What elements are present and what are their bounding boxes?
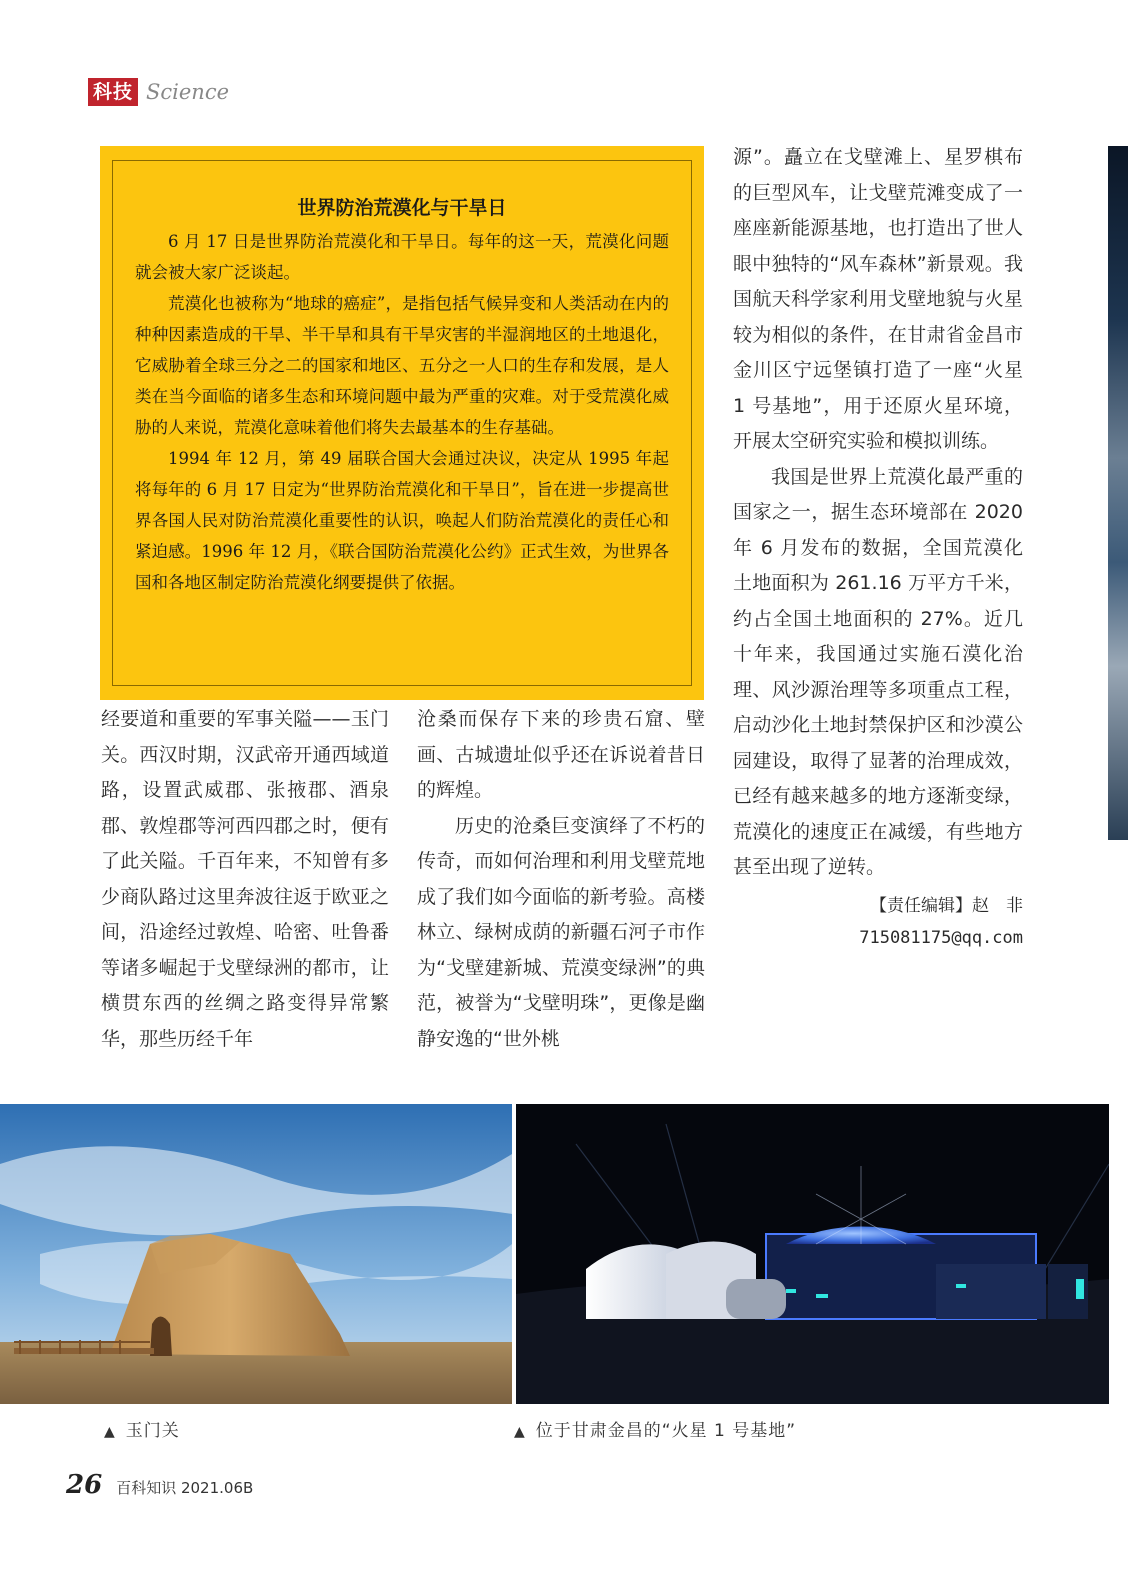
- publication-info: 百科知识 2021.06B: [116, 1479, 254, 1497]
- section-english: Science: [146, 80, 230, 104]
- column3-paragraph-2: 我国是世界上荒漠化最严重的国家之一，据生态环境部在 2020 年 6 月发布的数据，全国荒漠化土地面积为 261.16 万平方千米，约占全国土地面积的 27%。近几十年来，我国通过实施石漠化治理、风沙源治理等多项重点工程，启动沙化土地封禁保护区和沙漠公园建设，取得了显著的治理成效，已经有越来越多的地方逐渐变绿，荒漠化的速度正在减缓，有些地方甚至出现了逆转。: [733, 465, 1023, 878]
- editor-credit: 【责任编辑】赵 非: [870, 895, 1023, 916]
- sidebar-title: 世界防治荒漠化与干旱日: [297, 197, 507, 219]
- column2-paragraph-2: 历史的沧桑巨变演绎了不朽的传奇，而如何治理和利用戈壁荒地成了我们如今面临的新考验。高楼林立、绿树成荫的新疆石河子市作为“戈壁建新城、荒漠变绿洲”的典范，被誉为“戈壁明珠”，更像是幽静安逸的“世外桃: [417, 814, 705, 1050]
- sidebar-box: [100, 146, 704, 700]
- sidebar-paragraph-2: 荒漠化也被称为“地球的癌症”，是指包括气候异变和人类活动在内的种种因素造成的干旱、半干旱和具有干旱灾害的半湿润地区的土地退化，它威胁着全球三分之二的国家和地区、五分之一人口的生存和发展，是人类在当今面临的诸多生态和环境问题中最为严重的灾难。对于受荒漠化威胁的人来说，荒漠化意味着他们将失去最基本的生存基础。: [135, 294, 669, 437]
- article-column-2: [417, 702, 705, 1057]
- page-footer: [66, 1470, 253, 1500]
- caption-right: [514, 1416, 796, 1441]
- sidebar-paragraph-3: 1994 年 12 月，第 49 届联合国大会通过决议，决定从 1995 年起将每年的 6 月 17 日定为“世界防治荒漠化和干旱日”，旨在进一步提高世界各国人民对防治荒漠化重要性的认识，唤起人们防治荒漠化的责任心和紧迫感。1996 年 12 月，《联合国防治荒漠化公约》正式生效，为世界各国和各地区制定防治荒漠化纲要提供了依据。: [135, 449, 669, 592]
- caption-right-text: 位于甘肃金昌的“火星 1 号基地”: [535, 1421, 797, 1441]
- section-header: [88, 78, 229, 106]
- editor-email: 715081175@qq.com: [859, 927, 1023, 948]
- section-badge: 科技: [88, 78, 138, 106]
- column1-text: 经要道和重要的军事关隘——玉门关。西汉时期，汉武帝开通西域道路，设置武威郡、张掖郡、酒泉郡、敦煌郡等河西四郡之时，便有了此关隘。千百年来，不知曾有多少商队路过这里奔波往返于欧亚之间，沿途经过敦煌、哈密、吐鲁番等诸多崛起于戈壁绿洲的都市，让横贯东西的丝绸之路变得异常繁华，那些历经千年: [101, 708, 389, 1050]
- page-number: 26: [66, 1470, 103, 1500]
- column2-paragraph-1: 沧桑而保存下来的珍贵石窟、壁画、古城遗址似乎还在诉说着昔日的辉煌。: [417, 708, 705, 801]
- adjacent-page-image-edge: [1108, 146, 1128, 840]
- photo-yumen-pass: [0, 1104, 512, 1404]
- caption-left-text: 玉门关: [125, 1421, 180, 1441]
- column3-paragraph-1: 源”。矗立在戈壁滩上、星罗棋布的巨型风车，让戈壁荒滩变成了一座座新能源基地，也打造出了世人眼中独特的“风车森林”新景观。我国航天科学家利用戈壁地貌与火星较为相似的条件，在甘肃省金昌市金川区宁远堡镇打造了一座“火星 1 号基地”，用于还原火星环境，开展太空研究实验和模拟训练。: [733, 146, 1023, 452]
- article-column-3: [733, 140, 1023, 954]
- caption-triangle-icon: ▲: [514, 1424, 526, 1440]
- caption-triangle-icon: ▲: [104, 1424, 116, 1440]
- photo-mars-base: [516, 1104, 1109, 1404]
- sidebar-paragraph-1: 6 月 17 日是世界防治荒漠化和干旱日。每年的这一天，荒漠化问题就会被大家广泛谈起。: [135, 232, 669, 282]
- sidebar-box-inner: [112, 160, 692, 686]
- article-column-1: [101, 702, 389, 1057]
- caption-left: [104, 1416, 180, 1441]
